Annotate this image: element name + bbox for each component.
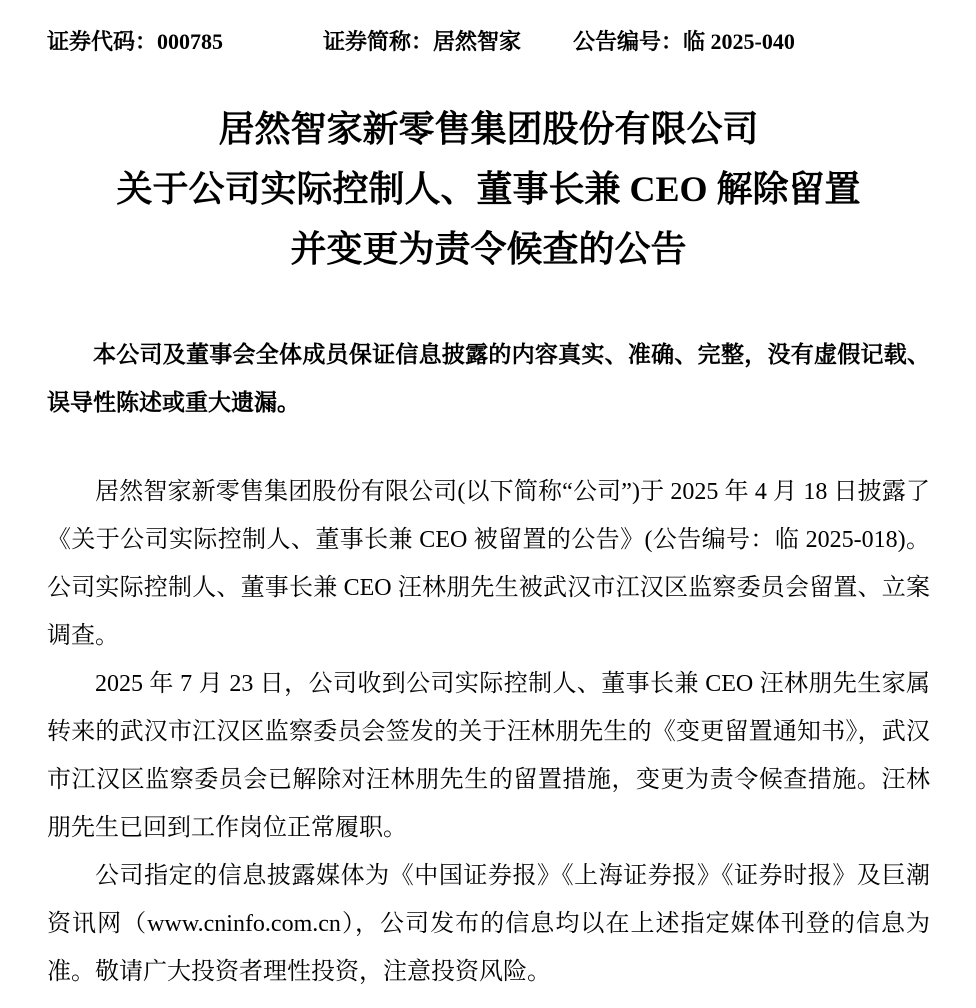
announcement-body [47,468,930,996]
stock-code: 证券代码：000785 [47,29,224,54]
title-line-type: 并变更为责令候查的公告 [290,229,687,269]
board-disclaimer [47,331,930,427]
body-paragraph: 公司指定的信息披露媒体为《中国证券报》《上海证券报》《证券时报》及巨潮资讯网（www.cninfo.com.cn），公司发布的信息均以在上述指定媒体刊登的信息为准。敬请广大投资者理性投资，注意投资风险。 [47,863,930,985]
securities-header-row [47,25,930,56]
stock-short-name: 证券简称：居然智家 [323,29,522,54]
disclaimer-text: 本公司及董事会全体成员保证信息披露的内容真实、准确、完整，没有虚假记载、误导性陈述或重大遗漏。 [47,342,930,415]
body-paragraph: 2025 年 7 月 23 日，公司收到公司实际控制人、董事长兼 CEO 汪林朋先生家属转来的武汉市江汉区监察委员会签发的关于汪林朋先生的《变更留置通知书》，武汉市江汉区监察委员会已解除对汪林朋先生的留置措施，变更为责令候查措施。汪林朋先生已回到工作岗位正常履职。 [47,671,930,841]
title-line-company: 居然智家新零售集团股份有限公司 [218,109,759,149]
body-paragraph: 居然智家新零售集团股份有限公司(以下简称“公司”)于 2025 年 4 月 18 日披露了《关于公司实际控制人、董事长兼 CEO 被留置的公告》(公告编号：临 2025-018)。公司实际控制人、董事长兼 CEO 汪林朋先生被武汉市江汉区监察委员会留置、立案调查。 [47,479,930,649]
announcement-title [47,99,930,279]
title-line-subject: 关于公司实际控制人、董事长兼 CEO 解除留置 [116,169,861,209]
announcement-number: 公告编号：临 2025-040 [573,29,795,54]
